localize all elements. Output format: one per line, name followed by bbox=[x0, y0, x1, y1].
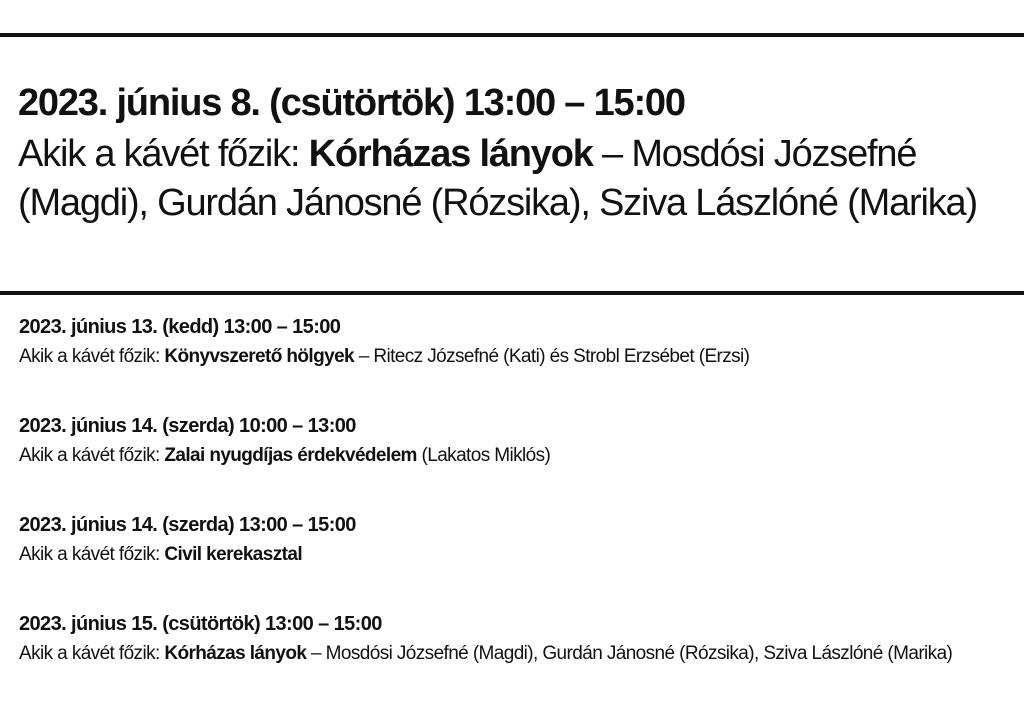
event-description bbox=[19, 441, 1014, 471]
event-group: Zalai nyugdíjas érdekvédelem bbox=[164, 445, 417, 466]
event-item bbox=[19, 609, 1014, 708]
featured-event-prefix: Akik a kávét főzik: bbox=[18, 133, 309, 175]
featured-event-title: 2023. június 8. (csütörtök) 13:00 – 15:00 bbox=[18, 82, 685, 124]
top-divider bbox=[0, 33, 1024, 37]
event-item bbox=[19, 411, 1014, 510]
event-prefix: Akik a kávét főzik: bbox=[19, 346, 165, 367]
event-description bbox=[19, 639, 1014, 669]
event-item bbox=[19, 510, 1014, 609]
event-members: – Mosdósi Józsefné (Magdi), Gurdán Jánosné (Rózsika), Sziva Lászlóné (Marika) bbox=[306, 643, 953, 664]
event-group: Könyvszerető hölgyek bbox=[164, 346, 355, 367]
event-title: 2023. június 15. (csütörtök) 13:00 – 15:00 bbox=[19, 613, 382, 635]
event-group: Kórházas lányok bbox=[164, 643, 307, 664]
event-group: Civil kerekasztal bbox=[164, 544, 303, 565]
featured-event-description bbox=[18, 130, 1008, 228]
featured-event bbox=[18, 78, 1008, 228]
event-title: 2023. június 13. (kedd) 13:00 – 15:00 bbox=[19, 316, 341, 338]
featured-event-group: Kórházas lányok bbox=[308, 133, 593, 175]
event-members: (Lakatos Miklós) bbox=[416, 445, 551, 466]
event-members: – Ritecz Józsefné (Kati) és Strobl Erzsébet (Erzsi) bbox=[354, 346, 750, 367]
event-title: 2023. június 14. (szerda) 13:00 – 15:00 bbox=[19, 514, 356, 536]
section-divider bbox=[0, 291, 1024, 295]
event-prefix: Akik a kávét főzik: bbox=[19, 445, 165, 466]
featured-event-members: – Mosdósi Józsefné (Magdi), Gurdán Jánosné (Rózsika), Sziva Lászlóné (Marika) bbox=[18, 133, 977, 224]
event-description bbox=[19, 540, 1014, 570]
event-list bbox=[19, 312, 1014, 708]
event-title: 2023. június 14. (szerda) 10:00 – 13:00 bbox=[19, 415, 356, 437]
event-prefix: Akik a kávét főzik: bbox=[19, 544, 165, 565]
event-item bbox=[19, 312, 1014, 411]
event-prefix: Akik a kávét főzik: bbox=[19, 643, 165, 664]
event-description bbox=[19, 342, 1014, 372]
